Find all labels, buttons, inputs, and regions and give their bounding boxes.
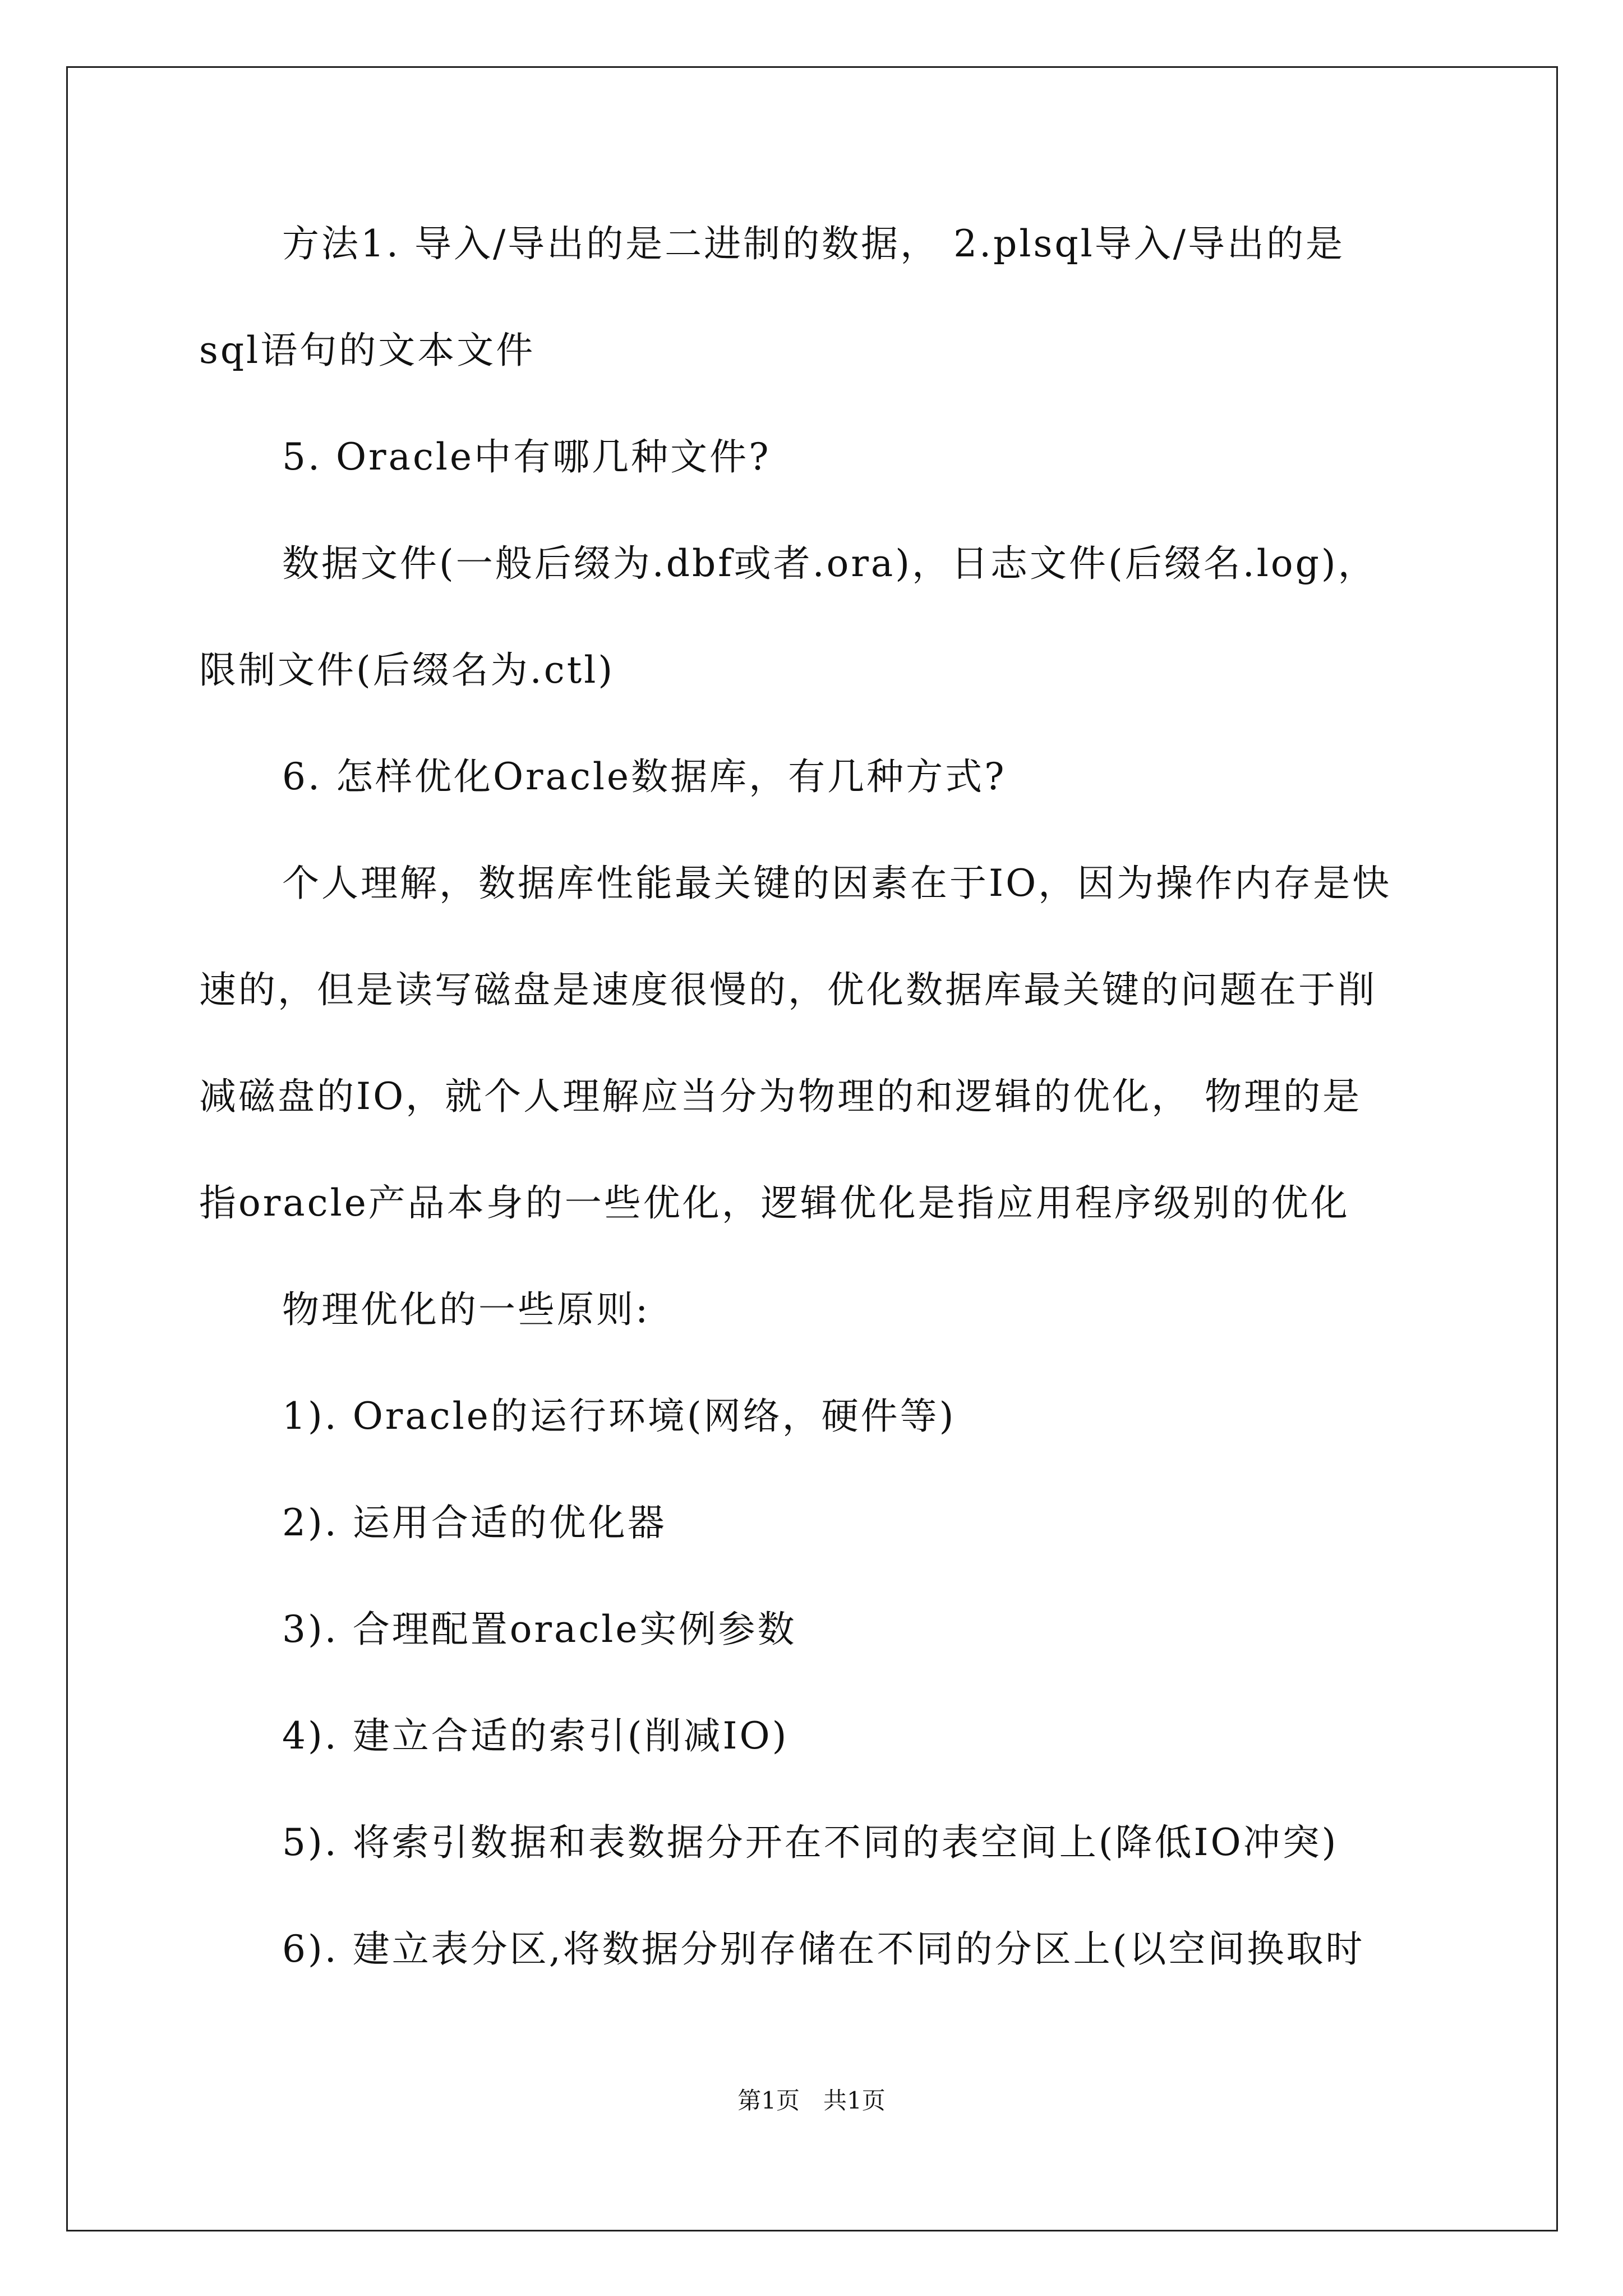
page-footer: 第1页 共1页 — [737, 2087, 886, 2114]
list-item-1: 1). Oracle的运行环境(网络，硬件等) — [282, 1395, 956, 1438]
paragraph-line-2: sql语句的文本文件 — [199, 329, 536, 372]
paragraph-line-10: 指oracle产品本身的一些优化，逻辑优化是指应用程序级别的优化 — [199, 1181, 1350, 1225]
heading-question-6: 6. 怎样优化Oracle数据库，有几种方式? — [282, 755, 1007, 798]
page-border — [66, 66, 1558, 2231]
list-item-4: 4). 建立合适的索引(削减IO) — [282, 1714, 789, 1757]
heading-question-5: 5. Oracle中有哪几种文件? — [282, 435, 771, 478]
list-item-5: 5). 将索引数据和表数据分开在不同的表空间上(降低IO冲突) — [282, 1821, 1339, 1864]
paragraph-line-5: 限制文件(后缀名为.ctl) — [199, 648, 615, 692]
list-item-6: 6). 建立表分区,将数据分别存储在不同的分区上(以空间换取时 — [282, 1927, 1365, 1971]
principles-heading: 物理优化的一些原则: — [282, 1288, 651, 1331]
paragraph-line-4: 数据文件(一般后缀为.dbf或者.ora)，日志文件(后缀名.log)， — [282, 542, 1377, 585]
list-item-3: 3). 合理配置oracle实例参数 — [282, 1608, 797, 1651]
paragraph-line-7: 个人理解，数据库性能最关键的因素在于IO，因为操作内存是快 — [282, 862, 1392, 905]
list-item-2: 2). 运用合适的优化器 — [282, 1501, 667, 1544]
paragraph-line-9: 减磁盘的IO，就个人理解应当分为物理的和逻辑的优化， 物理的是 — [199, 1075, 1362, 1118]
paragraph-line-8: 速的，但是读写磁盘是速度很慢的，优化数据库最关键的问题在于削 — [199, 968, 1377, 1011]
paragraph-line-1: 方法1. 导入/导出的是二进制的数据， 2.plsql导入/导出的是 — [282, 222, 1345, 265]
